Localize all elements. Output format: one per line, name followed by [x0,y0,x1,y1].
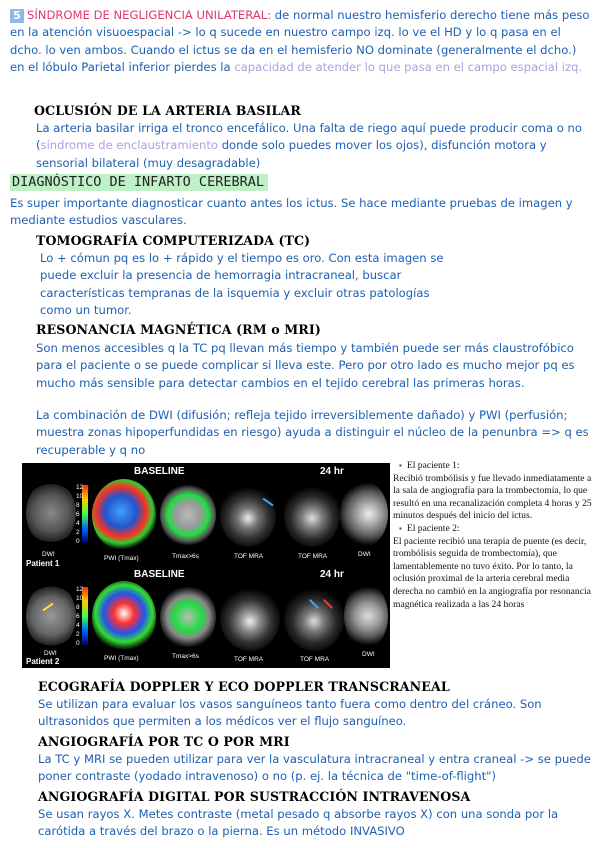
scale-tick: 2 [76,631,80,638]
scale-tick: 8 [76,604,80,611]
tof-mra-24h-scan-2 [284,585,344,651]
basilar-text-end: donde solo puedes mover los ojos), disfunción motora y sensorial bilateral (muy desagradable) [36,138,547,170]
dwi-24h-label-1: DWI [358,551,371,558]
mri-figure [22,463,390,668]
dsa-paragraph: Se usan rayos X. Metes contraste (metal pesado q absorbe rayos X) con una sonda por la carótida a través del brazo o la pierna. Es un método INVASIVO [38,807,559,839]
rm-paragraph-2: La combinación de DWI (difusión; refleja tejido irreversiblemente dañado) y PWI (perfusión; muestra zonas hipoperfundidas en riesgo) ayuda a distinguir el núcleo de la penunbra => q es recuperable y q no [36,408,589,457]
baseline-label-1: BASELINE [134,466,185,477]
diagnosis-heading: DIAGNÓSTICO DE INFARTO CEREBRAL [10,174,268,191]
rm-heading: RESONANCIA MAGNÉTICA (RM o MRI) [36,322,321,337]
dwi-24h-scan-2 [344,583,388,649]
patient-2-label: Patient 2 [26,657,60,666]
tc-heading: TOMOGRAFÍA COMPUTERIZADA (TC) [36,233,311,248]
scale-tick: 10 [76,595,84,602]
tmax6-label-1: Tmax>6s [172,553,199,560]
pwi-label-1: PWI (Tmax) [104,555,139,562]
section-number-badge: 5 [10,9,24,23]
scale-ticks-1 [76,483,84,546]
scale-tick: 10 [76,493,84,500]
neglect-title: SÍNDROME DE NEGLIGENCIA UNILATERAL: [27,8,272,22]
dwi-24h-scan-1 [340,481,388,547]
dwi-scan-2 [26,583,76,649]
basilar-heading: OCLUSIÓN DE LA ARTERIA BASILAR [34,103,301,118]
doppler-heading: ECOGRAFÍA DOPPLER Y ECO DOPPLER TRANSCRANEAL [38,679,450,694]
angio-heading: ANGIOGRAFÍA POR TC O POR MRI [38,734,290,749]
dwi-label-1: DWI [42,551,55,558]
patient-1-title: ▪ El paciente 1: [393,460,593,473]
tof-24h-label-1: TOF MRA [298,553,328,560]
scale-tick: 2 [76,529,80,536]
neglect-text: de normal nuestro hemisferio derecho tiene más peso en la atención visuoespacial -> lo q sucede en nuestro campo izq. lo ve el HD y lo q pasa en el dcho. lo ven ambos. Cuando el ictus se da en el hemisferio NO dominate (generalmente el dcho.) en el lóbulo Parietal inferior pierdes la [10,8,590,75]
tof-label-1: TOF MRA [234,553,264,560]
scale-ticks-2 [76,585,84,648]
basilar-paragraph [36,120,592,172]
dsa-heading: ANGIOGRAFÍA DIGITAL POR SUSTRACCIÓN INTRAVENOSA [38,789,471,804]
scale-tick: 6 [76,613,80,620]
tof-24h-label-2: TOF MRA [300,656,330,663]
tmax6-scan-2 [160,585,216,649]
pwi-scan-1 [92,479,156,551]
scale-tick: 0 [76,538,80,545]
scale-tick: 8 [76,502,80,509]
scale-tick: 12 [76,586,84,593]
patient-2-text: El paciente recibió una terapia de puente (es decir, trombólisis seguida de trombectomía), que lamentablemente no tuvo éxito. Por lo tanto, la oclusión proximal de la arteria cerebral media derecha no cambió en la angiografía por resonancia magnética realizada a las 24 horas [393,535,591,610]
dwi-24h-label-2: DWI [362,651,375,658]
tmax6-scan-1 [160,483,216,547]
rm-paragraph-1: Son menos accesibles q la TC pq llevan más tiempo y también puede ser más claustrofóbico para el paciente o se puede complicar si lleva este. Pero por otro lado es mucho mejor pq es mucho más sensible para detectar cambios en el tejido cerebral las primeras horas. [36,341,575,390]
baseline-label-2: BASELINE [134,569,185,580]
diagnosis-paragraph: Es super importante diagnosticar cuanto antes los ictus. Se hace mediante pruebas de imagen y mediante estudios vasculares. [10,196,573,228]
patient-2-title: ▪ El paciente 2: [393,523,593,536]
tof-mra-scan-2 [220,585,280,651]
tmax6-label-2: Tmax>6s [172,653,199,660]
basilar-text: La arteria basilar irriga el tronco encefálico. Una falta de riego aquí puede producir coma o no ( [36,121,582,153]
scale-tick: 4 [76,520,80,527]
tof-mra-scan-1 [220,483,276,547]
patient-1-label: Patient 1 [26,559,60,568]
neglect-paragraph [10,7,592,77]
doppler-paragraph: Se utilizan para evaluar los vasos sanguíneos tanto fuera como dentro del cráneo. Son ultrasonidos que permiten a los médicos ver el flujo sanguíneo. [38,697,542,729]
scale-tick: 0 [76,640,80,647]
tc-paragraph: Lo + cómun pq es lo + rápido y el tiempo es oro. Con esta imagen se puede excluir la presencia de hemorragia intracraneal, buscar características tempranas de la isquemia y excluir otras patologías como un tumor. [40,251,444,318]
angio-paragraph: La TC y MRI se pueden utilizar para ver la vasculatura intracraneal y entra craneal -> se puede poner contraste (yodado intravenoso) o no (p. ej. la técnica de "time-of-flight") [38,752,591,784]
tof-label-2: TOF MRA [234,656,264,663]
scale-tick: 12 [76,484,84,491]
pwi-scan-2 [92,581,156,653]
pwi-label-2: PWI (Tmax) [104,655,139,662]
scale-tick: 4 [76,622,80,629]
scale-tick: 6 [76,511,80,518]
h24-label-1: 24 hr [320,466,344,477]
dwi-label-2: DWI [44,650,57,657]
neglect-highlight: capacidad de atender lo que pasa en el campo espacial izq. [234,60,583,75]
tof-mra-24h-scan-1 [284,483,340,547]
patient-1-text: Recibió trombólisis y fue llevado inmediatamente a la sala de angiografía para la trombectomía, lo que resultó en una recanalización completa 4 horas y 25 minutos después del inicio del ictus. [393,472,592,522]
dwi-scan-1 [26,481,76,545]
basilar-highlight: síndrome de enclaustramiento [40,138,219,153]
patient-notes [393,460,593,611]
h24-label-2: 24 hr [320,569,344,580]
